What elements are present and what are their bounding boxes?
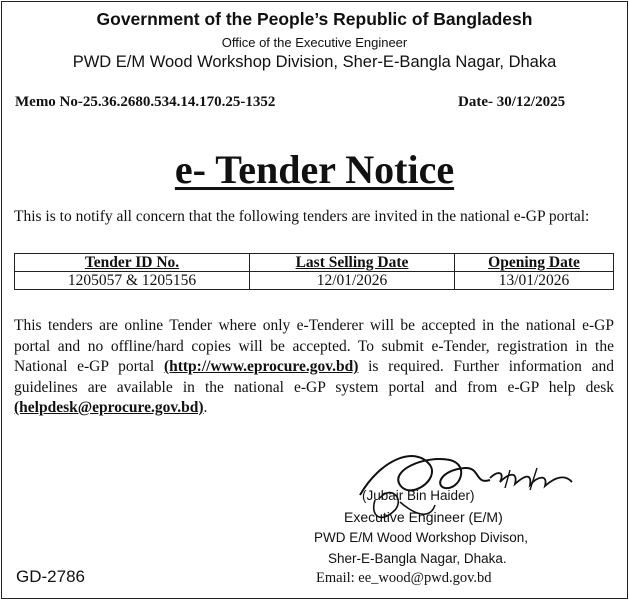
- cell-opening-date: 13/01/2026: [455, 272, 614, 290]
- body-part1: This tenders are online Tender where only e-Tenderer will be accepted in the national e-GP portal and no offline/hard copies will be accepted. To submit e-Tender, registration in the National e-GP portal: [14, 317, 614, 375]
- signatory-designation: Executive Engineer (E/M): [344, 509, 503, 525]
- body-part3: .: [203, 399, 208, 416]
- table-header-row: [15, 254, 614, 272]
- gd-number: GD-2786: [16, 567, 85, 586]
- cell-tender-id: 1205057 & 1205156: [15, 272, 250, 290]
- body-paragraph: [14, 316, 614, 419]
- signatory-location: Sher-E-Bangla Nagar, Dhaka.: [328, 551, 507, 566]
- memo-number: Memo No-25.36.2680.534.14.170.25-1352: [15, 94, 276, 110]
- header-office: Office of the Executive Engineer: [221, 35, 408, 50]
- header-last-selling-date: Last Selling Date: [250, 254, 455, 272]
- signatory-email: Email: ee_wood@pwd.gov.bd: [316, 570, 492, 586]
- page-title: e- Tender Notice: [174, 147, 455, 192]
- portal-link[interactable]: (http://www.eprocure.gov.bd): [163, 358, 359, 375]
- cell-last-selling-date: 12/01/2026: [250, 272, 455, 290]
- helpdesk-email-link[interactable]: (helpdesk@eprocure.gov.bd): [14, 399, 204, 416]
- tender-table: [14, 253, 614, 290]
- table-row: [15, 272, 614, 290]
- header-government: Government of the People’s Republic of Bangladesh: [96, 9, 533, 29]
- header-opening-date: Opening Date: [455, 254, 614, 272]
- body-part2: is required. Further information and guidelines are available in the national e-GP system portal and from e-GP help desk: [14, 358, 614, 396]
- memo-date: Date- 30/12/2025: [458, 94, 566, 110]
- signatory-name: (Jubair Bin Haider): [362, 488, 475, 503]
- intro-text: This is to notify all concern that the following tenders are invited in the national e-GP portal:: [14, 208, 590, 225]
- signatory-division: PWD E/M Wood Workshop Divison,: [314, 530, 529, 545]
- header-division: PWD E/M Wood Workshop Division, Sher-E-Bangla Nagar, Dhaka: [72, 53, 557, 71]
- header-tender-id: Tender ID No.: [15, 254, 250, 272]
